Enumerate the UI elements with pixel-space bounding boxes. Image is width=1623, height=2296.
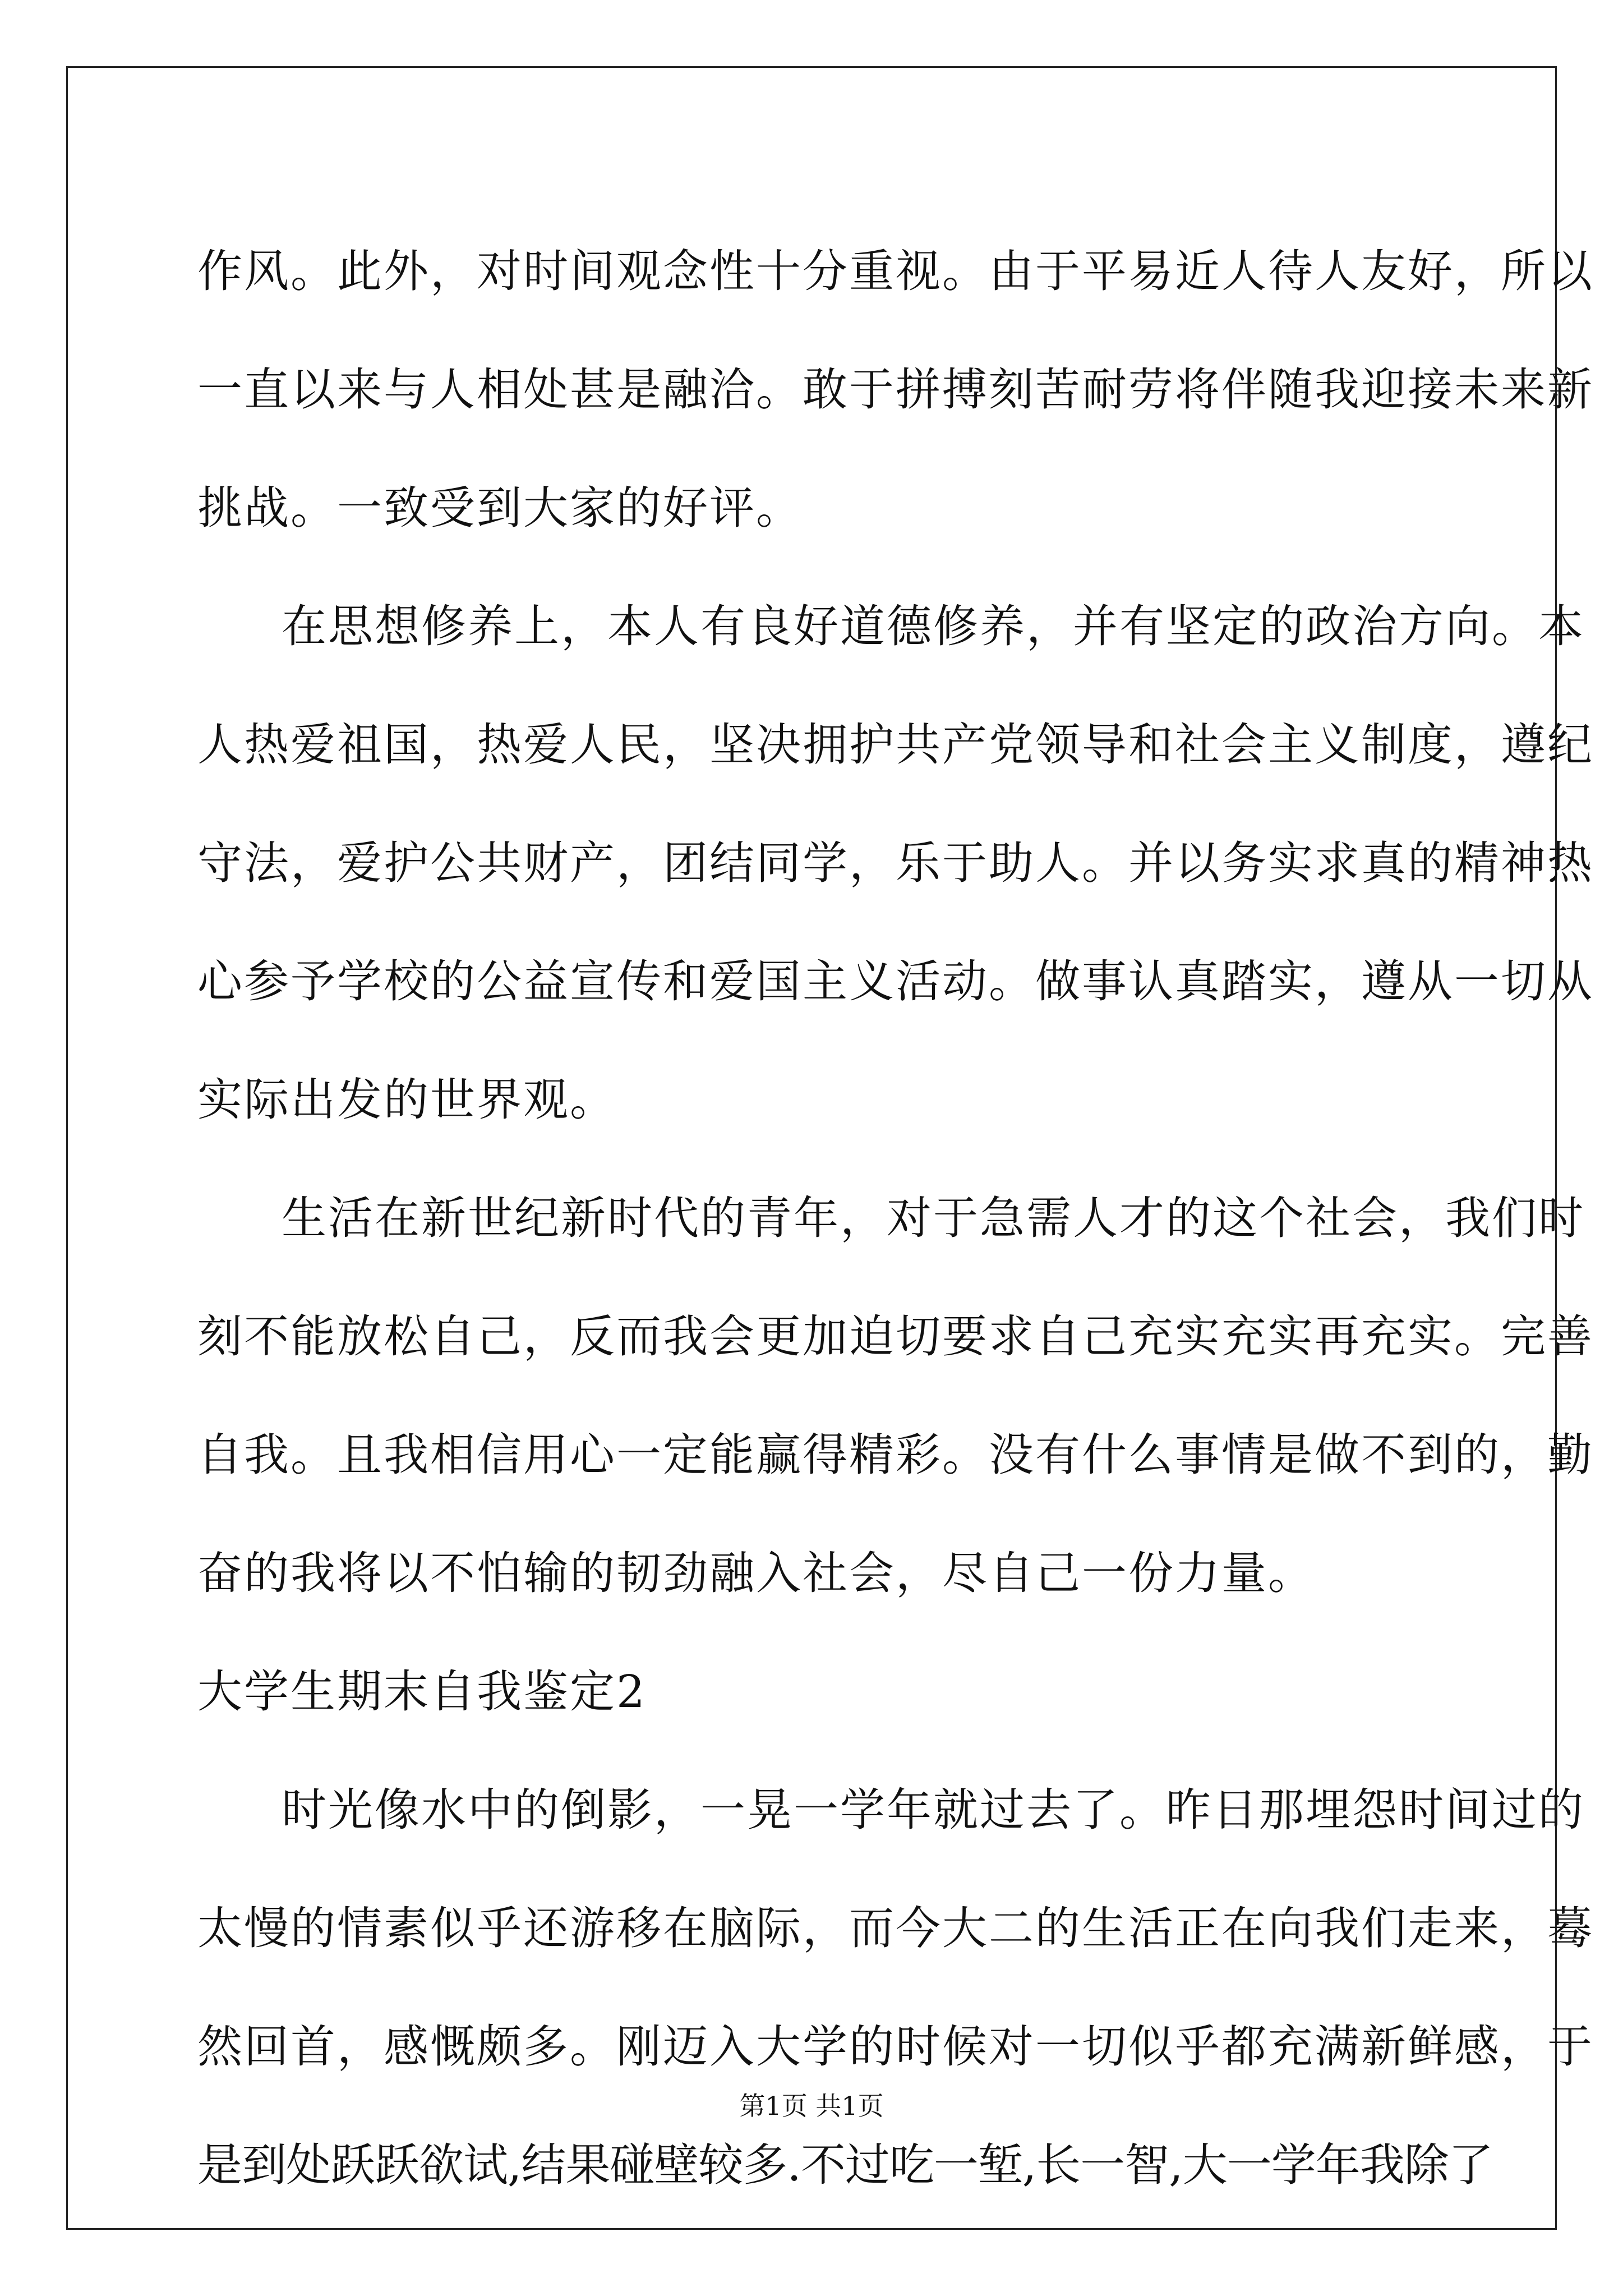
page-number-footer: 第1页 共1页 [739,2091,884,2121]
text-line: 然回首，感慨颇多。刚迈入大学的时候对一切似乎都充满新鲜感，于 [197,2021,1594,2073]
text-line: 守法，爱护公共财产，团结同学，乐于助人。并以务实求真的精神热 [197,837,1594,889]
text-line: 作风。此外，对时间观念性十分重视。由于平易近人待人友好，所以 [197,245,1594,297]
document-body [197,212,1594,2224]
text-line: 是到处跃跃欲试,结果碰壁较多.不过吃一堑,长一智,大一学年我除了 [197,2139,1493,2191]
text-line: 自我。且我相信用心一定能赢得精彩。没有什么事情是做不到的，勤 [197,1429,1594,1481]
text-line: 一直以来与人相处甚是融洽。敢于拼搏刻苦耐劳将伴随我迎接未来新 [197,364,1594,416]
section-heading: 大学生期末自我鉴定2 [197,1665,647,1718]
text-line: 刻不能放松自己，反而我会更加迫切要求自己充实充实再充实。完善 [197,1310,1594,1363]
text-line: 心参予学校的公益宣传和爱国主义活动。做事认真踏实，遵从一切从 [197,955,1594,1007]
text-line: 人热爱祖国，热爱人民，坚决拥护共产党领导和社会主义制度，遵纪 [197,719,1594,771]
paragraph-start-line: 时光像水中的倒影，一晃一学年就过去了。昨日那埋怨时间过的 [282,1784,1585,1836]
text-line: 太慢的情素似乎还游移在脑际，而今大二的生活正在向我们走来，蓦 [197,1902,1594,1954]
text-line: 奋的我将以不怕输的韧劲融入社会，尽自己一份力量。 [197,1547,1315,1599]
paragraph-start-line: 生活在新世纪新时代的青年，对于急需人才的这个社会，我们时 [282,1192,1585,1244]
text-line: 挑战。一致受到大家的好评。 [197,482,803,534]
text-line: 实际出发的世界观。 [197,1074,616,1126]
paragraph-start-line: 在思想修养上，本人有良好道德修养，并有坚定的政治方向。本 [282,600,1585,652]
